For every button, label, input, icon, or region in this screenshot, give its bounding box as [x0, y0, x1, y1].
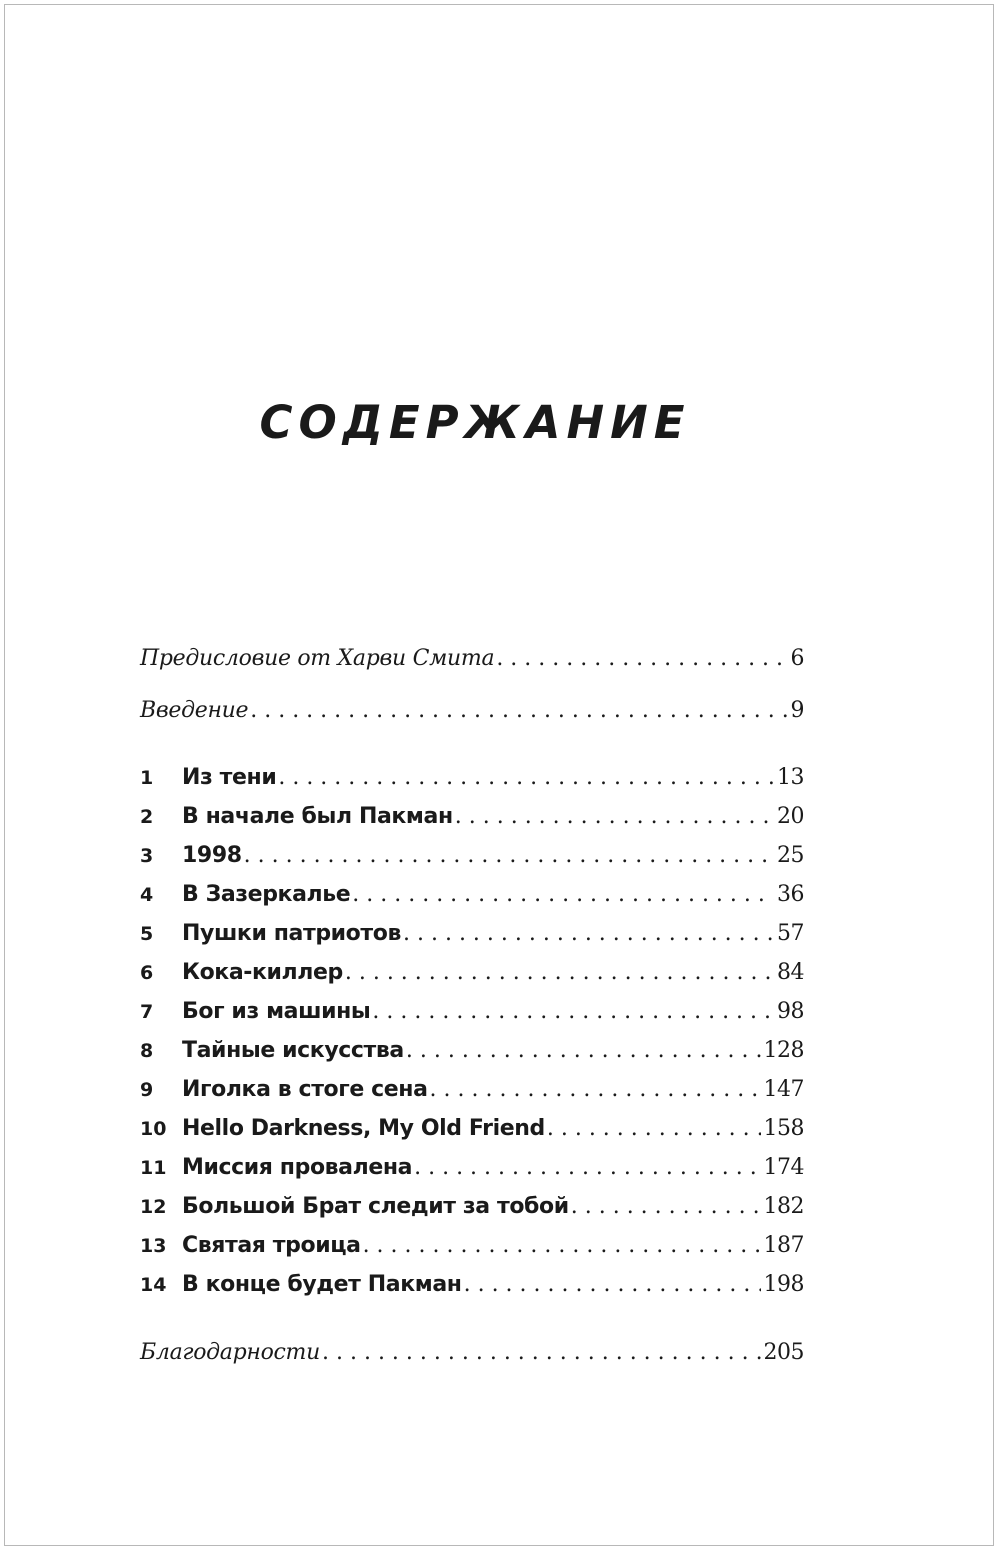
chapter-page: 158	[763, 1116, 804, 1141]
chapter-title: Миссия провалена	[182, 1155, 413, 1180]
chapter-page: 182	[763, 1194, 804, 1219]
chapter-number: 6	[140, 962, 154, 984]
chapter-title: Тайные искусства	[182, 1038, 404, 1063]
dot-leader	[363, 1233, 761, 1258]
chapter-page: 13	[777, 765, 804, 790]
chapter-page: 174	[763, 1155, 804, 1180]
chapter-number: 5	[140, 923, 154, 945]
toc-entry-page: 205	[763, 1340, 804, 1365]
dot-leader	[455, 804, 774, 829]
dot-leader	[372, 999, 774, 1024]
dot-leader	[414, 1155, 760, 1180]
chapter-number: 12	[140, 1196, 167, 1218]
chapter-number: 8	[140, 1040, 154, 1062]
chapter-title: Кока-киллер	[182, 960, 343, 985]
chapter-page: 128	[763, 1038, 804, 1063]
toc-chapter-7[interactable]	[140, 999, 804, 1029]
toc-entry-label: Предисловие от Харви Смита	[140, 646, 495, 671]
toc-entry-introduction[interactable]	[140, 698, 804, 728]
chapter-page: 36	[777, 882, 804, 907]
chapter-page: 98	[777, 999, 804, 1024]
toc-chapter-14[interactable]	[140, 1272, 804, 1302]
toc-chapter-10[interactable]	[140, 1116, 804, 1146]
toc-entry-foreword[interactable]	[140, 646, 804, 676]
dot-leader	[250, 698, 787, 723]
toc-chapter-3[interactable]	[140, 843, 804, 873]
dot-leader	[322, 1340, 761, 1365]
dot-leader	[430, 1077, 761, 1102]
chapter-number: 4	[140, 884, 154, 906]
chapter-number: 14	[140, 1274, 167, 1296]
dot-leader	[571, 1194, 761, 1219]
toc-chapter-5[interactable]	[140, 921, 804, 951]
toc-chapter-9[interactable]	[140, 1077, 804, 1107]
toc-entry-label: Благодарности	[140, 1340, 320, 1365]
toc-entry-page: 6	[790, 646, 804, 671]
chapter-number: 9	[140, 1079, 154, 1101]
dot-leader	[406, 1038, 761, 1063]
chapter-title: Hello Darkness, My Old Friend	[182, 1116, 545, 1141]
chapter-number: 11	[140, 1157, 167, 1179]
toc-chapter-4[interactable]	[140, 882, 804, 912]
page-title: СОДЕРЖАНИЕ	[259, 396, 691, 449]
chapter-page: 84	[777, 960, 804, 985]
dot-leader	[278, 765, 774, 790]
chapter-number: 1	[140, 767, 154, 789]
dot-leader	[244, 843, 774, 868]
dot-leader	[547, 1116, 761, 1141]
toc-chapter-6[interactable]	[140, 960, 804, 990]
chapter-number: 7	[140, 1001, 154, 1023]
dot-leader	[403, 921, 774, 946]
chapter-title: Иголка в стоге сена	[182, 1077, 428, 1102]
chapter-page: 57	[777, 921, 804, 946]
chapter-title: В конце будет Пакман	[182, 1272, 462, 1297]
chapter-page: 198	[763, 1272, 804, 1297]
toc-entry-page: 9	[790, 698, 804, 723]
dot-leader	[352, 882, 774, 907]
dot-leader	[496, 646, 787, 671]
chapter-number: 10	[140, 1118, 167, 1140]
chapter-page: 187	[763, 1233, 804, 1258]
toc-chapter-12[interactable]	[140, 1194, 804, 1224]
chapter-page: 20	[777, 804, 804, 829]
chapter-number: 2	[140, 806, 154, 828]
toc-chapter-13[interactable]	[140, 1233, 804, 1263]
toc-chapter-2[interactable]	[140, 804, 804, 834]
chapter-page: 147	[763, 1077, 804, 1102]
chapter-title: Бог из машины	[182, 999, 371, 1024]
chapter-page: 25	[777, 843, 804, 868]
chapter-title: Большой Брат следит за тобой	[182, 1194, 569, 1219]
chapter-number: 3	[140, 845, 154, 867]
chapter-title: Из тени	[182, 765, 277, 790]
toc-chapter-11[interactable]	[140, 1155, 804, 1185]
toc-entry-acknowledgements[interactable]	[140, 1340, 804, 1370]
dot-leader	[464, 1272, 761, 1297]
toc-chapter-1[interactable]	[140, 765, 804, 795]
chapter-title: Пушки патриотов	[182, 921, 401, 946]
chapter-number: 13	[140, 1235, 167, 1257]
toc-entry-label: Введение	[140, 698, 249, 723]
toc-chapter-8[interactable]	[140, 1038, 804, 1068]
chapter-title: В начале был Пакман	[182, 804, 453, 829]
chapter-title: Святая троица	[182, 1233, 361, 1258]
chapter-title: 1998	[182, 843, 242, 868]
dot-leader	[345, 960, 774, 985]
chapter-title: В Зазеркалье	[182, 882, 351, 907]
